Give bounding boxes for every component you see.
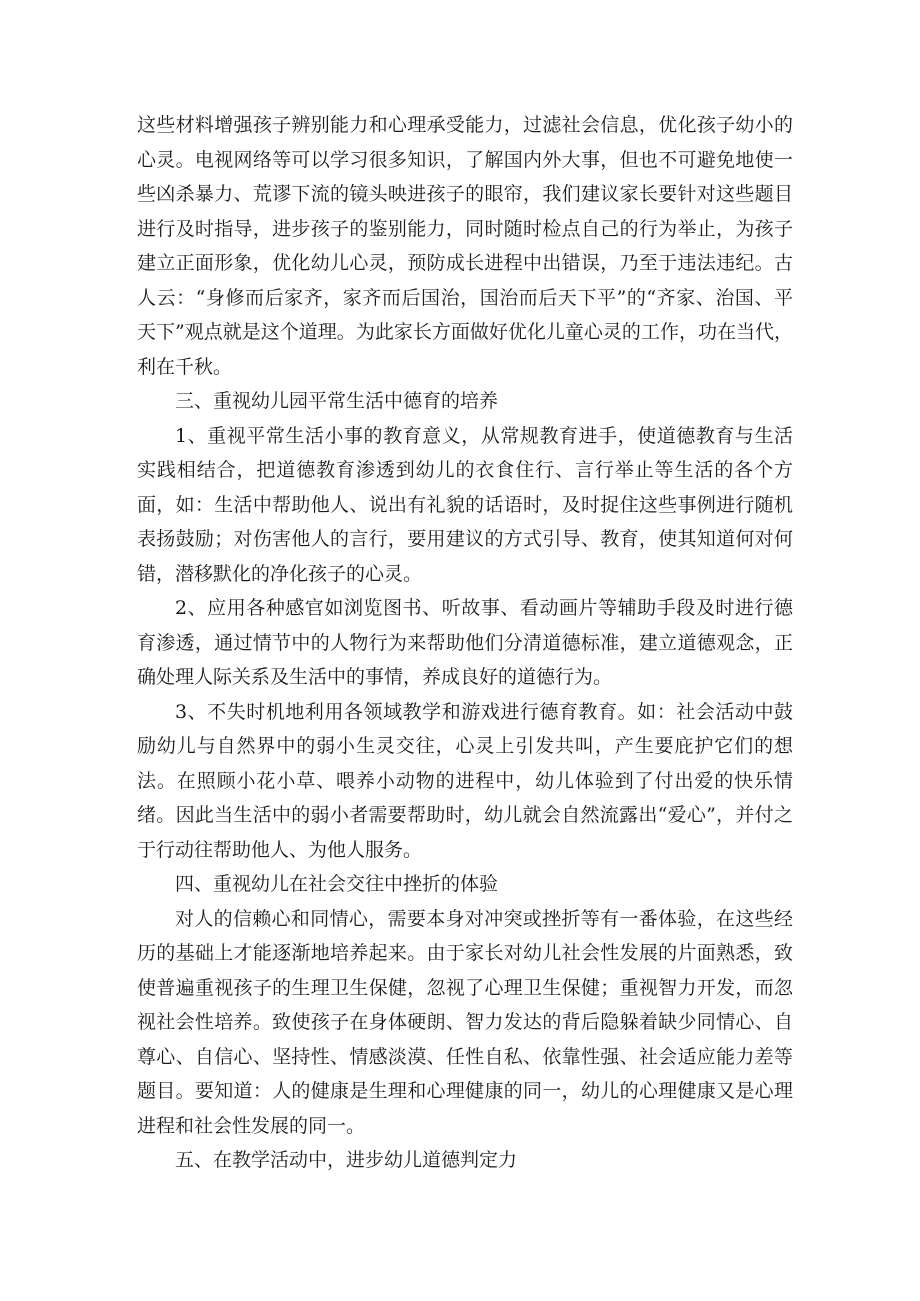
- paragraph-0: 这些材料增强孩子辨别能力和心理承受能力，过滤社会信息，优化孩子幼小的心灵。电视网络等可以学习很多知识，了解国内外大事，但也不可避免地使一些凶杀暴力、荒谬下流的镜头映进孩子的眼帘，我们建议家长要针对这些题目进行及时指导，进步孩子的鉴别能力，同时随时检点自己的行为举止，为孩子建立正面形象，优化幼儿心灵，预防成长进程中出错误，乃至于违法违纪。古人云：“身修而后家齐，家齐而后国治，国治而后天下平”的“齐家、治国、平天下”观点就是这个道理。为此家长方面做好优化儿童心灵的工作，功在当代，利在千秋。: [137, 114, 793, 378]
- paragraph-3-1: 1、重视平常生活小事的教育意义，从常规教育进手，使道德教育与生活实践相结合，把道德教育渗透到幼儿的衣食住行、言行举止等生活的各个方面，如：生活中帮助他人、说出有礼貌的话语时，及时捉住这些事例进行随机表扬鼓励；对伤害他人的言行，要用建议的方式引导、教育，使其知道何对何错，潜移默化的净化孩子的心灵。: [137, 424, 793, 585]
- section-heading-5: 五、在教学活动中，进步幼儿道德判定力: [175, 1149, 518, 1171]
- section-heading-3: 三、重视幼儿园平常生活中德育的培养: [175, 390, 499, 412]
- paragraph-4-1: 对人的信赖心和同情心，需要本身对冲突或挫折等有一番体验，在这些经历的基础上才能逐渐地培养起来。由于家长对幼儿社会性发展的片面熟悉，致使普遍重视孩子的生理卫生保健，忽视了心理卫生保健；重视智力开发，而忽视社会性培养。致使孩子在身体硬朗、智力发达的背后隐躲着缺少同情心、自尊心、自信心、坚持性、情感淡漠、任性自私、依靠性强、社会适应能力差等题目。要知道：人的健康是生理和心理健康的同一，幼儿的心理健康又是心理进程和社会性发展的同一。: [137, 907, 793, 1137]
- document-body: [137, 108, 793, 1178]
- paragraph-3-2: 2、应用各种感官如浏览图书、听故事、看动画片等辅助手段及时进行德育渗透，通过情节中的人物行为来帮助他们分清道德标准，建立道德观念，正确处理人际关系及生活中的事情，养成良好的道德行为。: [137, 597, 793, 688]
- section-heading-4: 四、重视幼儿在社会交往中挫折的体验: [175, 873, 499, 895]
- paragraph-3-3: 3、不失时机地利用各领域教学和游戏进行德育教育。如：社会活动中鼓励幼儿与自然界中的弱小生灵交往，心灵上引发共叫，产生要庇护它们的想法。在照顾小花小草、喂养小动物的进程中，幼儿体验到了付出爱的快乐情绪。因此当生活中的弱小者需要帮助时，幼儿就会自然流露出“爱心”，并付之于行动往帮助他人、为他人服务。: [137, 700, 793, 861]
